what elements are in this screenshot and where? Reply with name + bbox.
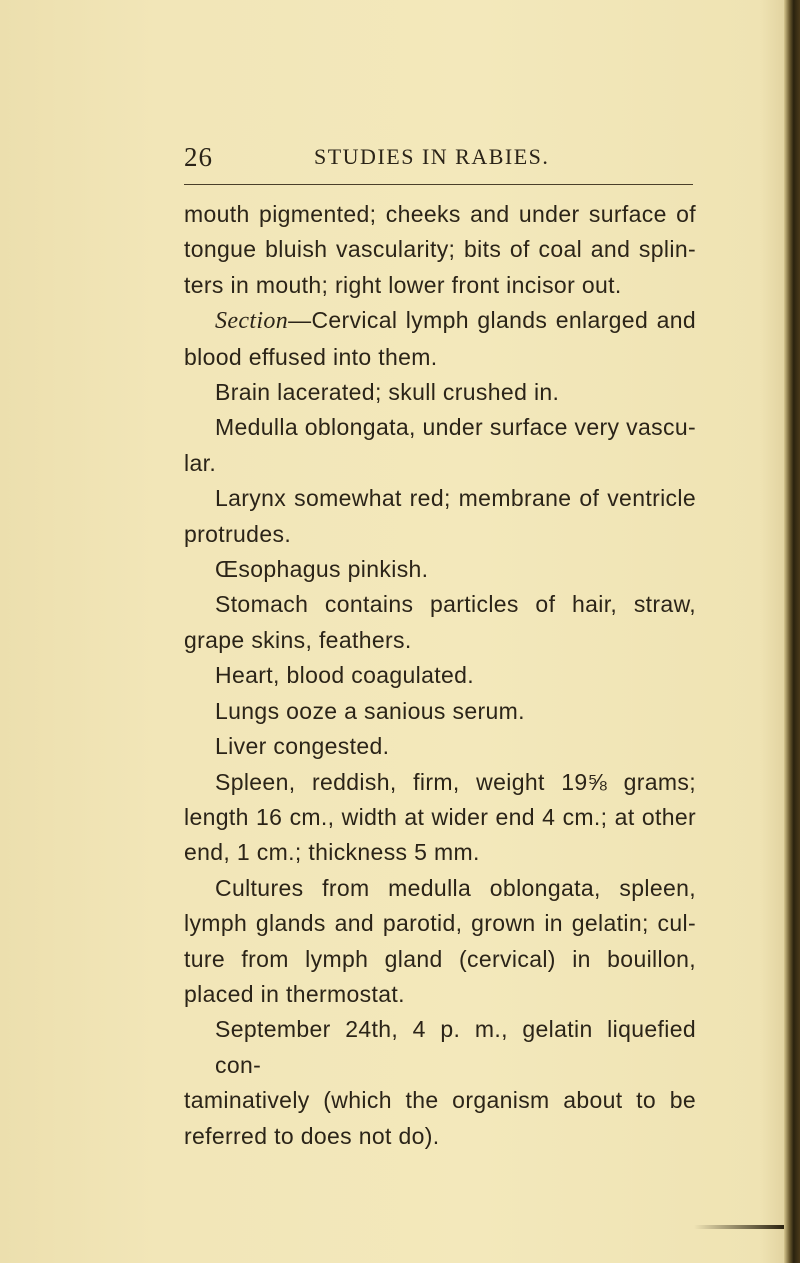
header-rule (184, 184, 693, 185)
text-line: tongue bluish vascularity; bits of coal and splin- (184, 236, 696, 263)
body-text (184, 197, 696, 1154)
text-line: Stomach contains particles of hair, straw, (215, 591, 696, 618)
text-line: Cultures from medulla oblongata, spleen, (215, 874, 696, 901)
text-line: length 16 cm., width at wider end 4 cm.; at other (184, 803, 696, 830)
text-line: lymph glands and parotid, grown in gelatin; cul- (184, 910, 696, 937)
text-line: mouth pigmented; cheeks and under surface of (184, 201, 696, 227)
text-line: protrudes. (184, 520, 292, 547)
text-line: Brain lacerated; skull crushed in. (215, 379, 560, 406)
text-line: referred to does not do). (184, 1122, 440, 1149)
text-line: Spleen, reddish, firm, weight 19⅝ grams; (215, 768, 696, 795)
text-line: Œsophagus pinkish. (215, 556, 429, 583)
page-edge-shadow (694, 1225, 784, 1229)
text-line: blood effused into them. (184, 343, 438, 370)
section-label: Section (215, 308, 289, 335)
text-line-continuation: —Cervical lymph glands enlarged and (288, 307, 696, 334)
page-header (184, 142, 694, 172)
text-line: Larynx somewhat red; membrane of ventricle (215, 485, 696, 512)
text-line: end, 1 cm.; thickness 5 mm. (184, 839, 480, 866)
text-line: Heart, blood coagulated. (215, 662, 475, 689)
running-title: STUDIES IN RABIES. (314, 144, 550, 169)
text-line: September 24th, 4 p. m., gelatin liquefied con- (215, 1016, 696, 1078)
text-line: grape skins, feathers. (184, 626, 412, 653)
text-line: ture from lymph gland (cervical) in bouillon, (184, 945, 696, 972)
book-binding-edge (784, 0, 800, 1263)
text-line: ters in mouth; right lower front incisor out. (184, 271, 622, 298)
text-line: Medulla oblongata, under surface very vascu- (215, 414, 696, 441)
text-line: Liver congested. (215, 733, 390, 760)
text-line: lar. (184, 449, 217, 476)
text-line: placed in thermostat. (184, 980, 405, 1007)
page-number: 26 (184, 142, 213, 172)
text-line: taminatively (which the organism about to be (184, 1087, 696, 1114)
text-line: Lungs ooze a sanious serum. (215, 697, 525, 724)
text-line (184, 303, 696, 339)
